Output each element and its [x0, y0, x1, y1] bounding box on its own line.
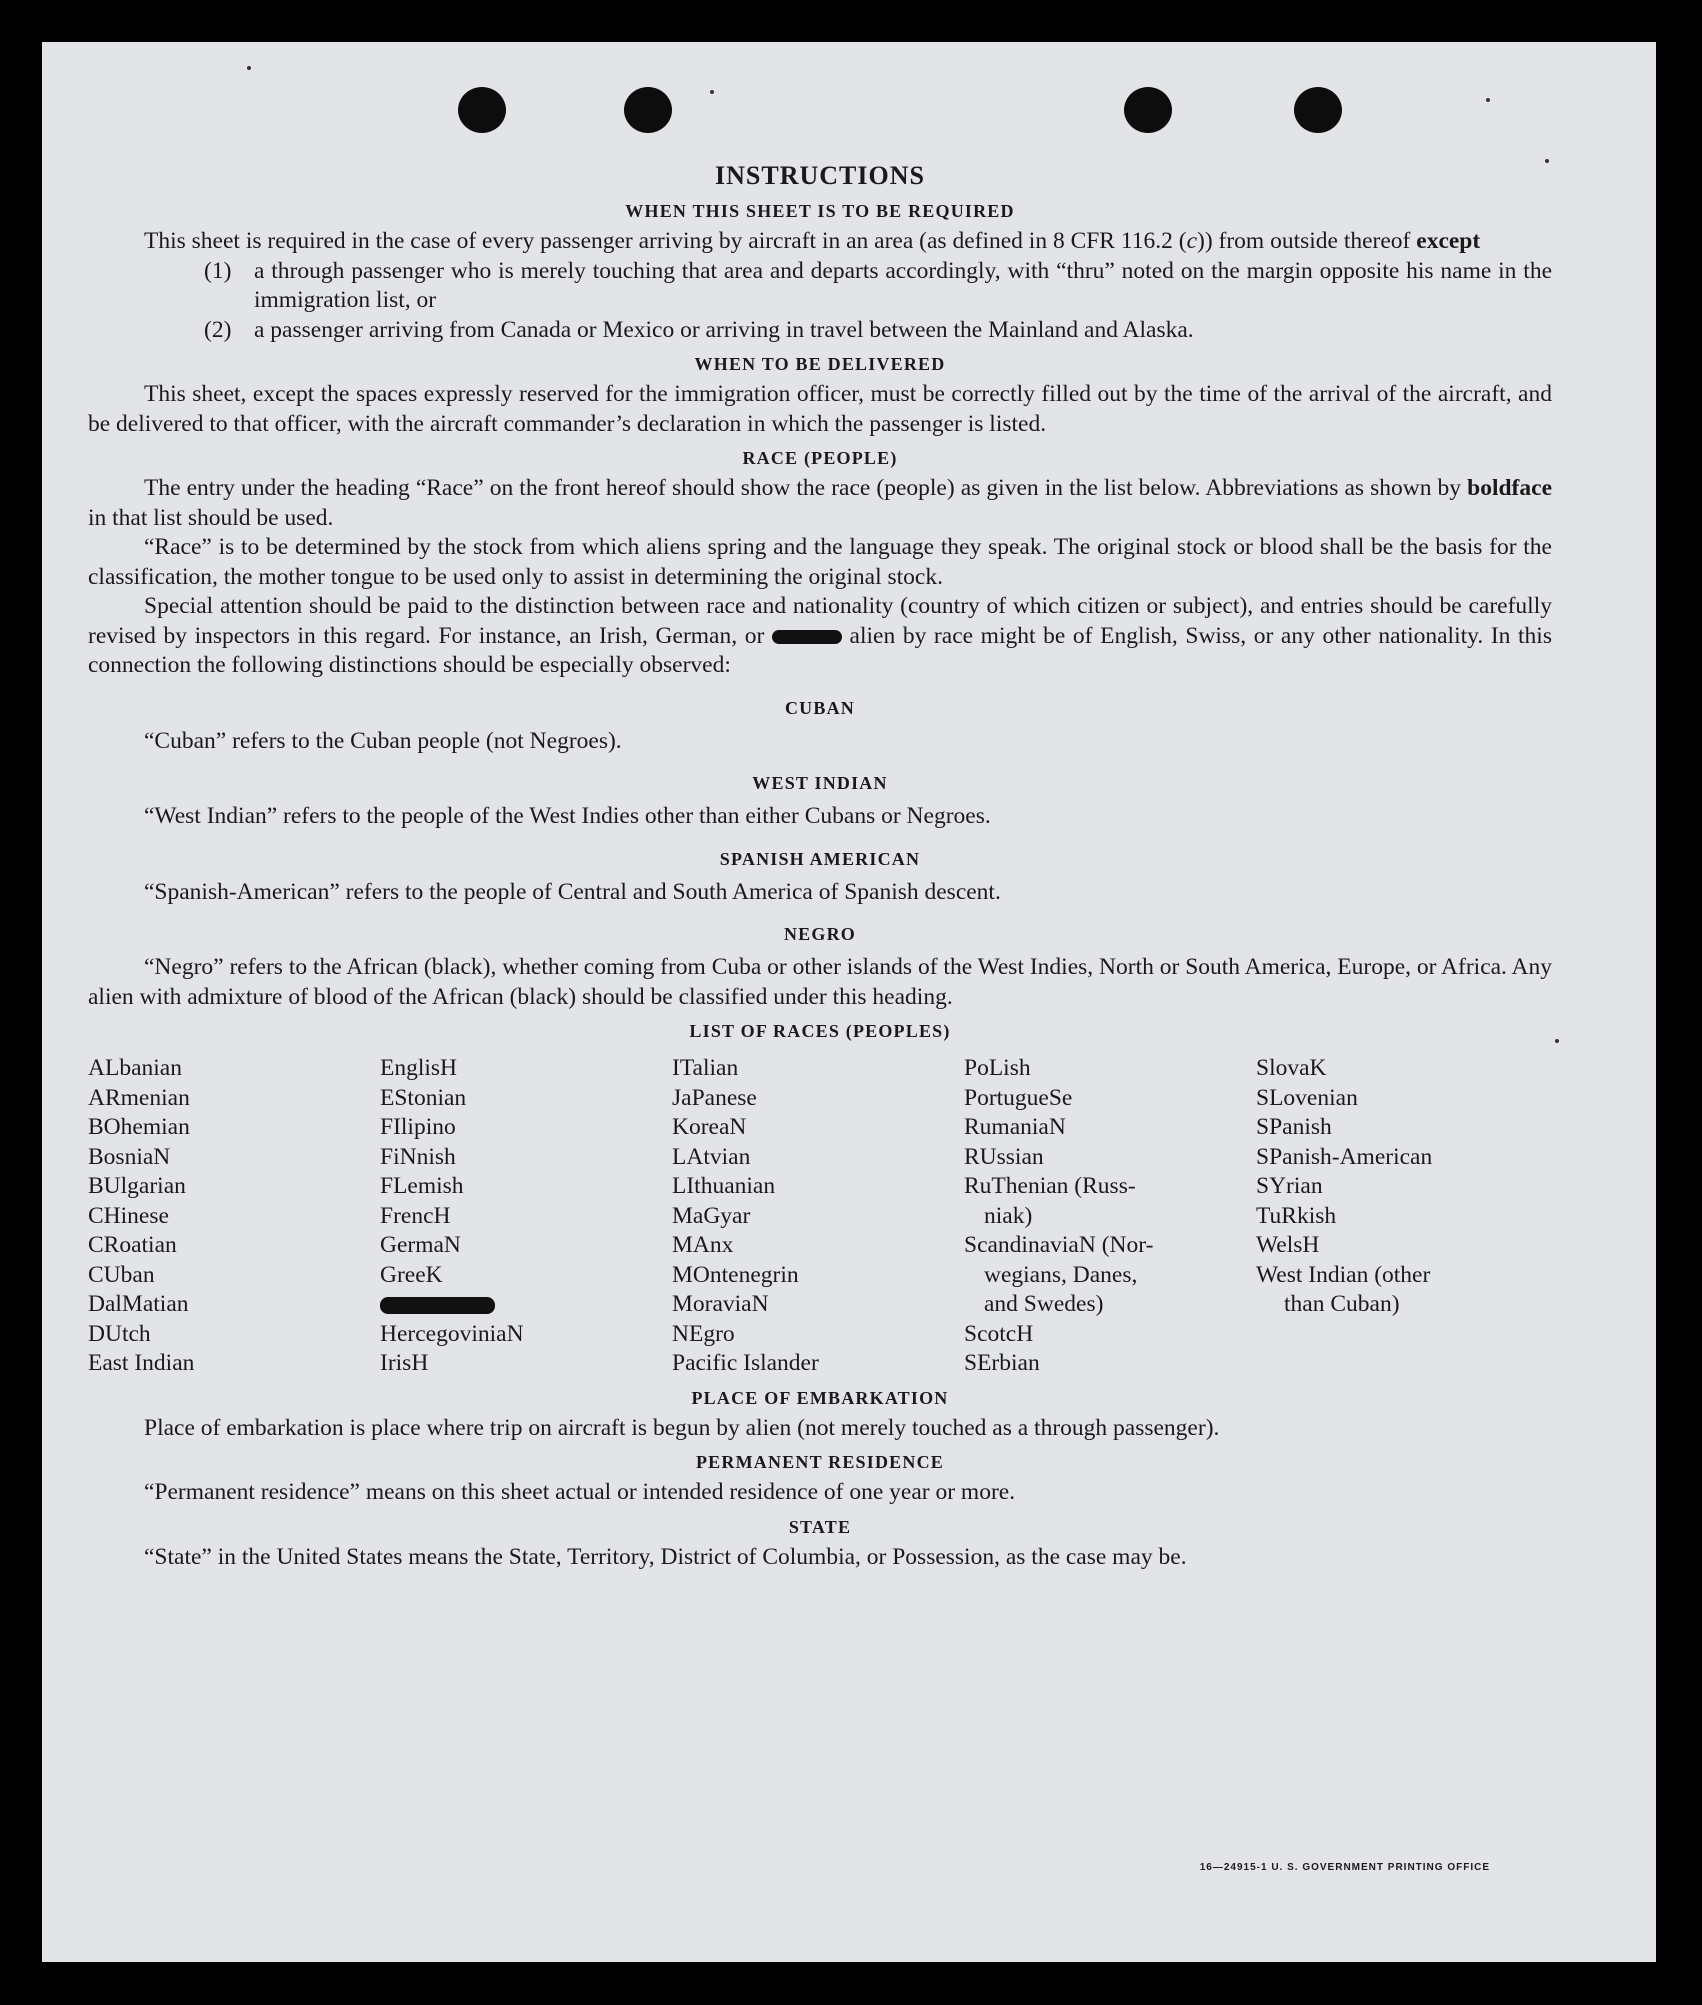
- race-entry: EStonian: [380, 1084, 467, 1111]
- race-entry: ScandinaviaN (Nor-: [964, 1232, 1154, 1258]
- speck: [247, 66, 251, 70]
- race-entry: SYrian: [1256, 1173, 1323, 1199]
- race-entry: HercegoviniaN: [380, 1320, 524, 1347]
- races-list: [88, 1054, 1552, 1379]
- race-entry: SPanish: [1256, 1114, 1332, 1140]
- heading-spanish-american: SPANISH AMERICAN: [719, 848, 921, 869]
- race-entry: SlovaK: [1256, 1055, 1327, 1081]
- paragraph-negro: “Negro” refers to the African (black), whether coming from Cuba or other islands of the West Indies, North or South America, Europe, or Africa. Any alien with admixture of blood of the African (black) should be classified under this heading.: [88, 954, 1552, 1010]
- race-entry: WelsH: [1256, 1232, 1320, 1258]
- page-title: INSTRUCTIONS: [715, 161, 925, 190]
- heading-required: WHEN THIS SHEET IS TO BE REQUIRED: [625, 201, 1015, 221]
- races-column: [1256, 1054, 1548, 1379]
- race-entry: RuThenian (Russ-: [964, 1173, 1136, 1199]
- punch-hole: [1294, 87, 1342, 133]
- list-item: (1) a through passenger who is merely touching that area and departs accordingly, with “thru” noted on the margin opposite his name in the immigration list, or: [204, 257, 1552, 313]
- race-entry: GreeK: [380, 1261, 443, 1288]
- race-entry: ARmenian: [88, 1084, 190, 1111]
- paragraph-residence: “Permanent residence” means on this sheet actual or intended residence of one year or more.: [144, 1479, 1016, 1505]
- race-entry: ITalian: [672, 1055, 739, 1081]
- speck: [1555, 1039, 1559, 1043]
- race-entry: FrencH: [380, 1202, 451, 1229]
- speck: [1486, 98, 1490, 102]
- punch-hole: [458, 87, 506, 133]
- paragraph-race-2: “Race” is to be determined by the stock from which aliens spring and the language they speak. The original stock or blood shall be the basis for the classification, the mother tongue to be used only to assist in determining the original stock.: [88, 534, 1552, 590]
- race-entry: ALbanian: [88, 1055, 182, 1081]
- race-entry: SErbian: [964, 1350, 1040, 1376]
- races-column: [672, 1054, 964, 1379]
- heading-embarkation: PLACE OF EMBARKATION: [691, 1387, 949, 1408]
- races-column: [88, 1054, 380, 1379]
- paragraph-spanish-american: “Spanish-American” refers to the people of Central and South America of Spanish descent.: [144, 878, 1001, 905]
- race-entry: MAnx: [672, 1232, 734, 1258]
- race-entry: FIlipino: [380, 1114, 456, 1140]
- race-entry: RumaniaN: [964, 1114, 1066, 1140]
- paragraph-race-1: The entry under the heading “Race” on the front hereof should show the race (people) as given in the list below. Abbreviations as shown by boldface in that list should be used.: [88, 475, 1552, 531]
- paragraph-embarkation: Place of embarkation is place where trip on aircraft is begun by alien (not merely touched as a through passenger).: [144, 1414, 1220, 1441]
- race-entry: BUlgarian: [88, 1173, 186, 1199]
- race-entry: than Cuban): [1284, 1291, 1400, 1317]
- race-entry: niak): [984, 1202, 1033, 1229]
- race-entry: MOntenegrin: [672, 1261, 799, 1288]
- heading-list-of-races: LIST OF RACES (PEOPLES): [689, 1021, 951, 1041]
- race-entry: FiNnish: [380, 1143, 456, 1170]
- race-entry: RUssian: [964, 1143, 1044, 1170]
- race-entry: MaGyar: [672, 1202, 751, 1229]
- instructions-text: [88, 160, 1552, 1572]
- race-entry: TuRkish: [1256, 1202, 1337, 1229]
- race-entry: JaPanese: [672, 1084, 757, 1111]
- race-entry: ScotcH: [964, 1320, 1034, 1347]
- paragraph-west-indian: “West Indian” refers to the people of the West Indies other than either Cubans or Negroes.: [144, 803, 991, 829]
- race-entry: BOhemian: [88, 1114, 190, 1140]
- race-entry: SPanish-American: [1256, 1143, 1433, 1170]
- race-entry: and Swedes): [984, 1291, 1104, 1317]
- race-entry: EnglisH: [380, 1055, 458, 1081]
- heading-delivered: WHEN TO BE DELIVERED: [694, 354, 946, 374]
- heading-residence: PERMANENT RESIDENCE: [695, 1452, 944, 1472]
- paragraph-state: “State” in the United States means the State, Territory, District of Columbia, or Possession, as the case may be.: [144, 1543, 1187, 1570]
- document-page: [42, 42, 1656, 1962]
- race-entry: SLovenian: [1256, 1084, 1358, 1111]
- races-column: [380, 1054, 672, 1379]
- heading-west-indian: WEST INDIAN: [752, 773, 888, 793]
- race-entry: BosniaN: [88, 1143, 171, 1170]
- paragraph-delivered: This sheet, except the spaces expressly reserved for the immigration officer, must be correctly filled out by the time of the arrival of the aircraft, and be delivered to that officer, with the aircraft commander’s declaration in which the passenger is listed.: [88, 381, 1552, 437]
- race-entry: GermaN: [380, 1232, 461, 1258]
- race-entry: CHinese: [88, 1202, 169, 1229]
- race-entry: PortugueSe: [964, 1084, 1073, 1111]
- redaction-mark: [380, 1297, 495, 1314]
- race-entry: Pacific Islander: [672, 1350, 819, 1376]
- race-entry: West Indian (other: [1256, 1261, 1431, 1288]
- race-entry: LIthuanian: [672, 1173, 776, 1199]
- race-entry-redacted: [380, 1290, 672, 1320]
- races-column: [964, 1054, 1256, 1379]
- race-entry: East Indian: [88, 1350, 195, 1376]
- race-entry: CUban: [88, 1261, 155, 1288]
- race-entry: DUtch: [88, 1320, 151, 1347]
- paragraph-cuban: “Cuban” refers to the Cuban people (not Negroes).: [144, 727, 622, 754]
- punch-hole: [1124, 87, 1172, 133]
- paragraph-race-3: Special attention should be paid to the distinction between race and nationality (country of which citizen or subject), and entries should be carefully revised by inspectors in this regard. For instance, an Irish, German, or alien by race might be of English, Swiss, or any other nationality. In this connection the following distinctions should be especially observed:: [88, 593, 1552, 678]
- printer-imprint: 16—24915-1 U. S. GOVERNMENT PRINTING OFFICE: [1199, 1862, 1490, 1873]
- heading-negro: NEGRO: [783, 924, 856, 944]
- race-entry: CRoatian: [88, 1232, 177, 1258]
- heading-state: STATE: [788, 1516, 852, 1537]
- race-entry: DalMatian: [88, 1291, 189, 1317]
- race-entry: MoraviaN: [672, 1291, 769, 1317]
- heading-race: RACE (PEOPLE): [742, 448, 898, 468]
- redaction-mark: [772, 630, 842, 644]
- paragraph-required: This sheet is required in the case of every passenger arriving by aircraft in an area (as defined in 8 CFR 116.2 (c)) from outside thereof except: [144, 228, 1481, 254]
- race-entry: FLemish: [380, 1173, 464, 1199]
- race-entry: NEgro: [672, 1320, 735, 1347]
- speck: [710, 90, 714, 94]
- race-entry: PoLish: [964, 1055, 1031, 1081]
- heading-cuban: CUBAN: [784, 697, 855, 718]
- race-entry: LAtvian: [672, 1143, 751, 1170]
- race-entry: KoreaN: [672, 1114, 747, 1140]
- punch-hole: [624, 87, 672, 133]
- list-item: (2) a passenger arriving from Canada or Mexico or arriving in travel between the Mainland and Alaska.: [204, 316, 1194, 343]
- race-entry: IrisH: [380, 1350, 429, 1376]
- race-entry: wegians, Danes,: [984, 1261, 1138, 1288]
